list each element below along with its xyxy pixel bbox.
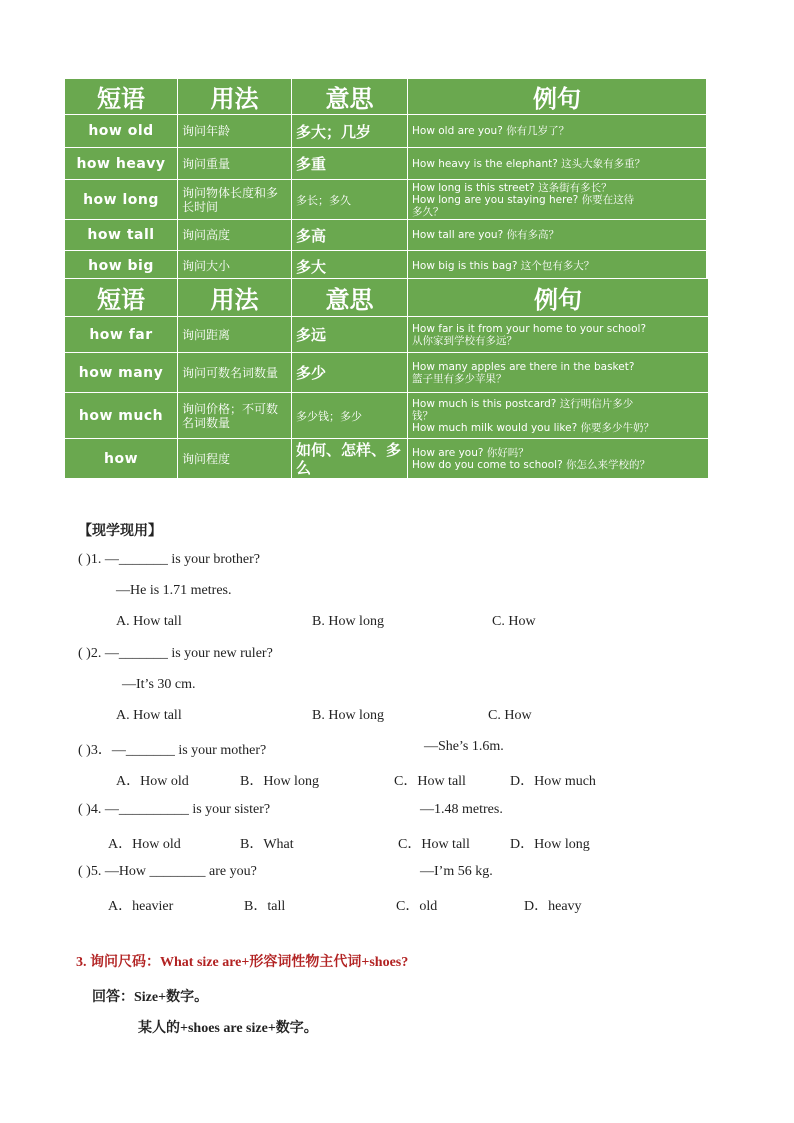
table-row bbox=[65, 115, 707, 148]
phrase-cell: how heavy bbox=[65, 148, 178, 180]
table-row bbox=[65, 439, 709, 479]
question-1-answer: —He is 1.71 metres. bbox=[116, 583, 232, 598]
example-cell: How big is this bag? 这个包有多大？ bbox=[408, 251, 707, 282]
meaning-cell: 多远 bbox=[292, 317, 408, 353]
header-usage: 用法 bbox=[178, 279, 292, 317]
phrase-cell: how many bbox=[65, 353, 178, 393]
phrase-table-1 bbox=[64, 78, 707, 282]
example-cell: How long is this street? 这条街有多长？ How long are you staying here? 你要在这待 多久？ bbox=[408, 180, 707, 220]
table-row bbox=[65, 353, 709, 393]
table-row bbox=[65, 180, 707, 220]
meaning-cell: 多高 bbox=[292, 220, 408, 251]
meaning-cell: 多大；几岁 bbox=[292, 115, 408, 148]
header-usage: 用法 bbox=[178, 79, 292, 115]
question-1-stem: ( )1. —_______ is your brother? bbox=[78, 552, 260, 567]
option-c: C．How tall bbox=[394, 774, 466, 789]
question-4-answer: —1.48 metres. bbox=[420, 802, 503, 817]
header-phrase: 短语 bbox=[65, 279, 178, 317]
usage-cell: 询问大小 bbox=[178, 251, 292, 282]
phrase-cell: how tall bbox=[65, 220, 178, 251]
usage-cell: 询问价格；不可数名词数量 bbox=[178, 393, 292, 439]
question-2-answer: —It’s 30 cm. bbox=[122, 677, 196, 692]
option-d: D．How much bbox=[510, 774, 596, 789]
option-b: B．How long bbox=[240, 774, 319, 789]
question-5-stem: ( )5. —How ________ are you? bbox=[78, 864, 257, 879]
section-title: 【现学现用】 bbox=[78, 523, 162, 539]
phrase-cell: how bbox=[65, 439, 178, 479]
option-c: C. How bbox=[488, 708, 532, 723]
option-c: C. How bbox=[492, 614, 536, 629]
example-cell: How heavy is the elephant? 这头大象有多重？ bbox=[408, 148, 707, 180]
example-cell: How much is this postcard? 这行明信片多少 钱？ How much milk would you like? 你要多少牛奶？ bbox=[408, 393, 709, 439]
usage-cell: 询问程度 bbox=[178, 439, 292, 479]
option-a: A. How tall bbox=[116, 708, 182, 723]
phrase-table-2 bbox=[64, 278, 709, 479]
phrase-cell: how old bbox=[65, 115, 178, 148]
point-3-answer-2: 某人的+shoes are size+数字。 bbox=[138, 1021, 318, 1036]
phrase-cell: how long bbox=[65, 180, 178, 220]
option-a: A. How tall bbox=[116, 614, 182, 629]
table-row bbox=[65, 148, 707, 180]
meaning-cell: 多重 bbox=[292, 148, 408, 180]
question-4-stem: ( )4. —__________ is your sister? bbox=[78, 802, 271, 817]
header-phrase: 短语 bbox=[65, 79, 178, 115]
option-d: D．heavy bbox=[524, 899, 582, 914]
option-c: C．How tall bbox=[398, 837, 470, 852]
phrase-cell: how big bbox=[65, 251, 178, 282]
usage-cell: 询问年龄 bbox=[178, 115, 292, 148]
usage-cell: 询问物体长度和多长时间 bbox=[178, 180, 292, 220]
option-d: D．How long bbox=[510, 837, 590, 852]
example-cell: How tall are you? 你有多高？ bbox=[408, 220, 707, 251]
example-cell: How far is it from your home to your school? 从你家到学校有多远？ bbox=[408, 317, 709, 353]
table-row bbox=[65, 220, 707, 251]
option-a: A．How old bbox=[116, 774, 189, 789]
example-cell: How are you? 你好吗？ How do you come to school? 你怎么来学校的？ bbox=[408, 439, 709, 479]
header-example: 例句 bbox=[408, 279, 709, 317]
option-b: B. How long bbox=[312, 614, 384, 629]
point-3-answer: 回答：Size+数字。 bbox=[92, 990, 209, 1005]
question-5-answer: —I’m 56 kg. bbox=[420, 864, 493, 879]
phrase-cell: how much bbox=[65, 393, 178, 439]
table-row bbox=[65, 393, 709, 439]
option-b: B．tall bbox=[244, 899, 286, 914]
usage-cell: 询问距离 bbox=[178, 317, 292, 353]
header-example: 例句 bbox=[408, 79, 707, 115]
option-c: C．old bbox=[396, 899, 438, 914]
table-row bbox=[65, 317, 709, 353]
meaning-cell: 多少 bbox=[292, 353, 408, 393]
meaning-cell: 多少钱；多少 bbox=[292, 393, 408, 439]
table-row bbox=[65, 251, 707, 282]
meaning-cell: 如何、怎样、多么 bbox=[292, 439, 408, 479]
usage-cell: 询问重量 bbox=[178, 148, 292, 180]
option-a: A．heavier bbox=[108, 899, 174, 914]
point-3-title: 3. 询问尺码：What size are+形容词性物主代词+shoes? bbox=[76, 955, 409, 970]
question-3-answer: —She’s 1.6m. bbox=[424, 739, 504, 754]
example-cell: How many apples are there in the basket? 篮子里有多少苹果？ bbox=[408, 353, 709, 393]
option-b: B. How long bbox=[312, 708, 384, 723]
option-b: B．What bbox=[240, 837, 294, 852]
option-a: A．How old bbox=[108, 837, 181, 852]
meaning-cell: 多大 bbox=[292, 251, 408, 282]
question-3-stem: ( )3．—_______ is your mother? bbox=[78, 743, 267, 758]
meaning-cell: 多长；多久 bbox=[292, 180, 408, 220]
usage-cell: 询问高度 bbox=[178, 220, 292, 251]
header-meaning: 意思 bbox=[292, 279, 408, 317]
header-meaning: 意思 bbox=[292, 79, 408, 115]
usage-cell: 询问可数名词数量 bbox=[178, 353, 292, 393]
phrase-cell: how far bbox=[65, 317, 178, 353]
example-cell: How old are you? 你有几岁了？ bbox=[408, 115, 707, 148]
question-2-stem: ( )2. —_______ is your new ruler? bbox=[78, 646, 273, 661]
